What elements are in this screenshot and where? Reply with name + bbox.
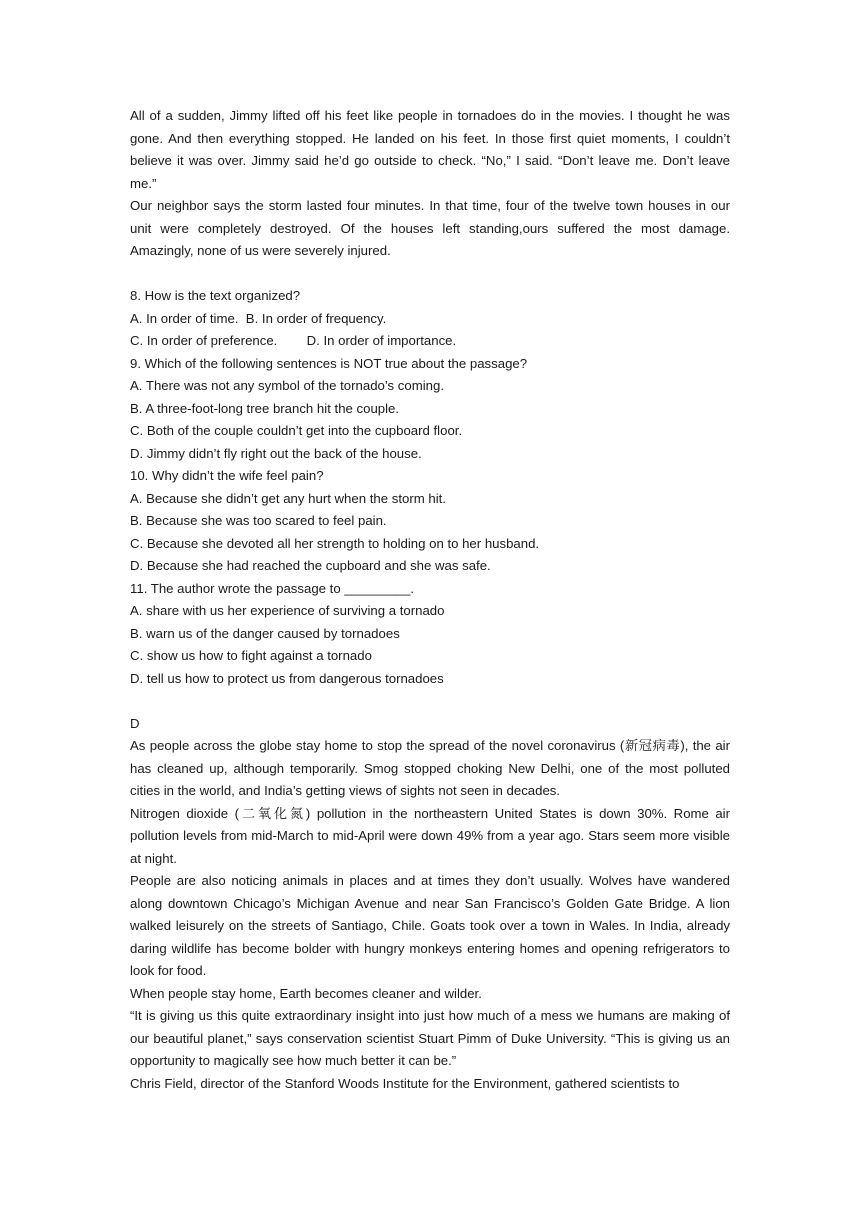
option-d: D. tell us how to protect us from dangerous tornadoes <box>130 670 444 686</box>
passage-paragraph: People are also noticing animals in places and at times they don’t usually. Wolves have wandered along downtown Chicago’s Michigan Avenue and near San Francisco’s Golden Gate Bridge. A lion walked leisurely on the streets of Santiago, Chile. Goats took over a town in Wales. In India, already daring wildlife has become bolder with hungry monkeys entering homes and opening refrigerators to look for food. <box>130 873 730 978</box>
question-text: 9. Which of the following sentences is NOT true about the passage? <box>130 355 528 371</box>
passage-paragraph: As people across the globe stay home to stop the spread of the novel coronavirus (新冠病毒), the air has cleaned up, although temporarily. Smog stopped choking New Delhi, one of the most polluted cities in the world, and India’s getting views of sights not seen in decades. <box>130 738 730 798</box>
passage-paragraph: “It is giving us this quite extraordinary insight into just how much of a mess we humans are making of our beautiful planet,” says conservation scientist Stuart Pimm of Duke University. “This is giving us an opportunity to magically see how much better it can be.” <box>130 1008 730 1068</box>
option-b: B. A three-foot-long tree branch hit the couple. <box>130 400 400 416</box>
blank-line <box>130 263 730 286</box>
option-row: A. In order of time. B. In order of frequency. <box>130 310 387 326</box>
option-row: C. In order of preference. D. In order of importance. <box>130 333 457 348</box>
option-b: B. warn us of the danger caused by tornadoes <box>130 625 400 641</box>
question-10 <box>130 465 730 578</box>
option-a: A. share with us her experience of surviving a tornado <box>130 603 445 618</box>
question-text: 10. Why didn’t the wife feel pain? <box>130 468 324 483</box>
passage-paragraph: Chris Field, director of the Stanford Woods Institute for the Environment, gathered scientists to <box>130 1075 680 1091</box>
question-9 <box>130 353 730 466</box>
option-c: C. Because she devoted all her strength to holding on to her husband. <box>130 535 540 551</box>
question-8 <box>130 285 730 353</box>
passage-label: D <box>130 715 140 731</box>
option-b: B. Because she was too scared to feel pain. <box>130 513 387 528</box>
option-a: A. Because she didn’t get any hurt when the storm hit. <box>130 490 446 506</box>
passage-paragraph: All of a sudden, Jimmy lifted off his feet like people in tornadoes do in the movies. I thought he was gone. And then everything stopped. He landed on his feet. In those first quiet moments, I couldn’t believe it was over. Jimmy said he’d go outside to check. “No,” I said. “Don’t leave me. Don’t leave me.” <box>130 108 730 191</box>
passage-paragraph: Our neighbor says the storm lasted four minutes. In that time, four of the twelve town houses in our unit were completely destroyed. Of the houses left standing,ours suffered the most damage. Amazingly, none of us were severely injured. <box>130 198 730 258</box>
passage-paragraph: When people stay home, Earth becomes cleaner and wilder. <box>130 985 482 1001</box>
passage-paragraph: Nitrogen dioxide (二氧化氮) pollution in the northeastern United States is down 30%. Rome air pollution levels from mid-March to mid-April were down 49% from a year ago. Stars seem more visible at night. <box>130 805 730 866</box>
question-text: 11. The author wrote the passage to _________. <box>130 580 414 596</box>
option-c: C. Both of the couple couldn’t get into the cupboard floor. <box>130 423 463 438</box>
question-text: 8. How is the text organized? <box>130 288 301 303</box>
question-11 <box>130 578 730 691</box>
option-d: D. Because she had reached the cupboard and she was safe. <box>130 558 491 573</box>
option-a: A. There was not any symbol of the tornado’s coming. <box>130 378 444 393</box>
passage-d <box>130 713 730 1096</box>
document-page <box>130 105 730 1095</box>
blank-line <box>130 690 730 713</box>
option-c: C. show us how to fight against a tornado <box>130 648 372 663</box>
option-d: D. Jimmy didn’t fly right out the back of the house. <box>130 445 422 461</box>
